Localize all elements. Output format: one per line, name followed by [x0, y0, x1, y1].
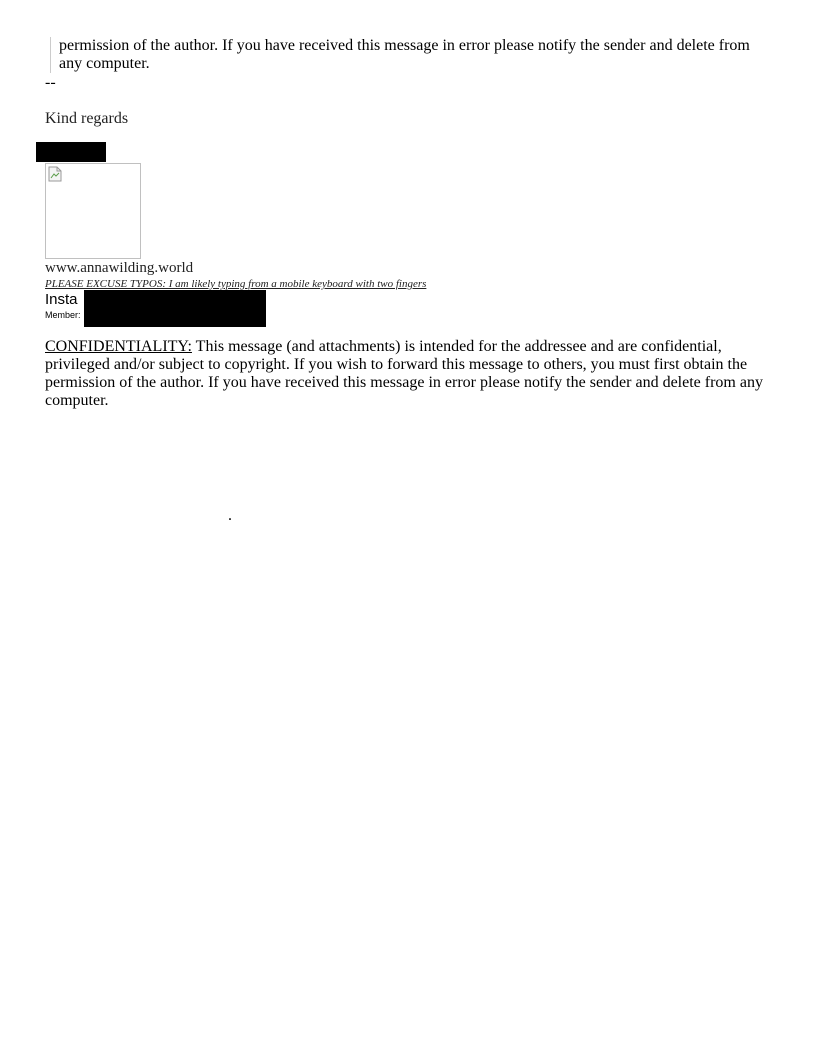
signature-closing: Kind regards — [45, 110, 129, 127]
broken-image-icon — [48, 166, 62, 182]
confidentiality-body: This message (and attachments) is intended for the addressee and are confidential, privileged and/or subject to copyright. If you wish to forward this message to others, you must first obtain the permission of the author. If you have received this message in error please notify the sender and delete from any computer. — [45, 338, 763, 409]
signature-image — [45, 163, 141, 259]
redacted-social-block — [84, 290, 266, 327]
typos-note: PLEASE EXCUSE TYPOS: I am likely typing from a mobile keyboard with two fingers — [45, 278, 427, 290]
website-link[interactable]: www.annawilding.world — [45, 260, 194, 276]
confidentiality-heading: CONFIDENTIALITY: — [45, 338, 192, 355]
trailing-dot: . — [228, 507, 232, 524]
redacted-name-block — [36, 142, 106, 162]
confidentiality-notice — [45, 338, 773, 410]
insta-label: Insta — [45, 291, 78, 308]
member-label: Member: — [45, 310, 81, 320]
quoted-text: permission of the author. If you have received this message in error please notify the sender and delete from any computer. — [50, 37, 771, 73]
signature-separator: -- — [45, 74, 56, 91]
